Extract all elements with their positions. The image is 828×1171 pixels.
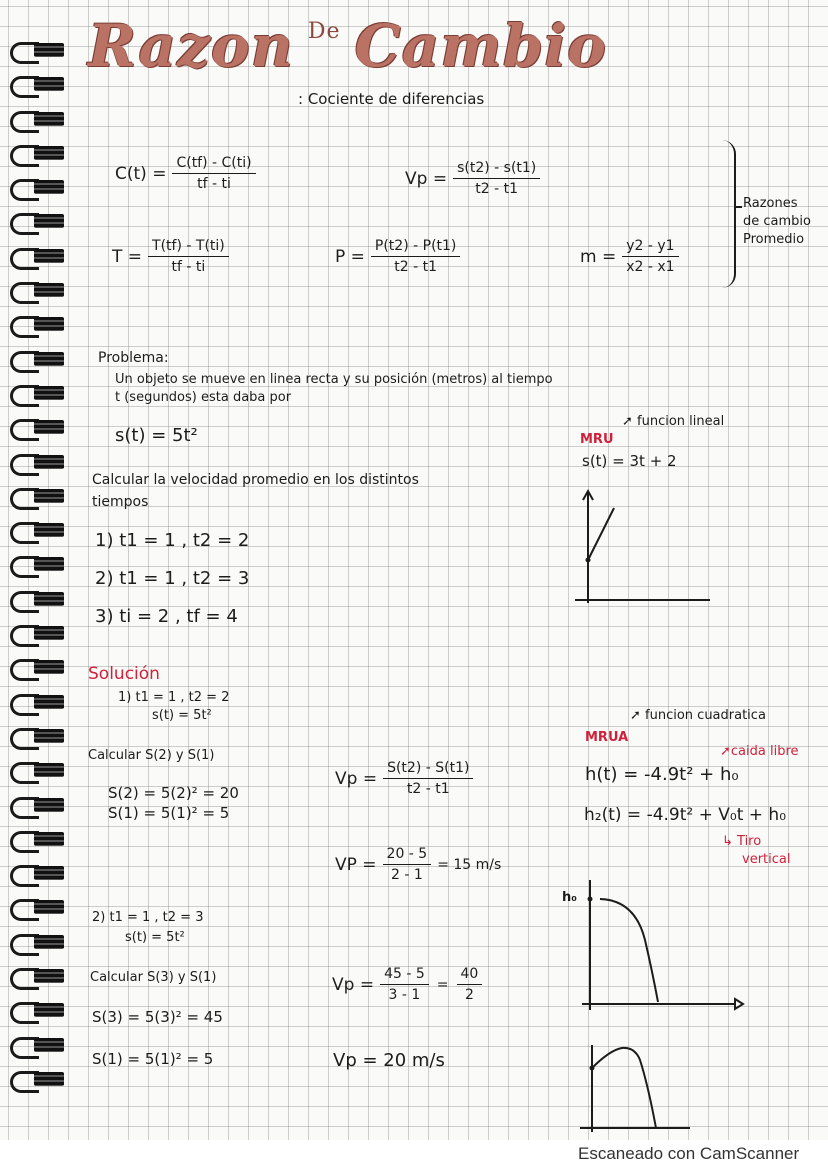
spiral-ring — [8, 863, 66, 885]
brace-label-3: Promedio — [743, 232, 805, 247]
spiral-ring — [8, 109, 66, 131]
solution-1-vp-formula: Vp = $\frac{S(t2) - S(t1)}{t2 - t1}$ — [335, 760, 473, 797]
spiral-ring — [8, 177, 66, 199]
spiral-ring — [8, 795, 66, 817]
formula-t: T = $\frac{T(tf) - T(ti)}{tf - ti}$ — [112, 238, 229, 275]
formula-m: m = $\frac{y2 - y1}{x2 - x1}$ — [580, 238, 679, 275]
formula-vp: Vp = $\frac{s(t2) - s(t1)}{t2 - t1}$ — [405, 160, 540, 197]
arrow-up-right-icon: ➚ — [720, 744, 731, 759]
solution-heading: Solución — [88, 664, 160, 684]
mrua-arrow-label: ➚ funcion cuadratica — [630, 708, 766, 723]
formula-c: C(t) = $\frac{C(tf) - C(ti)}{tf - ti}$ — [115, 155, 256, 192]
arrow-right-icon: ➚ — [622, 414, 638, 429]
solution-1-vp-result: VP = $\frac{20 - 5}{2 - 1}$ = 15 m/s — [335, 846, 502, 883]
free-fall-equation: h(t) = -4.9t² + h₀ — [585, 764, 739, 785]
h0-label: h₀ — [562, 890, 577, 905]
spiral-ring — [8, 417, 66, 439]
spiral-ring — [8, 520, 66, 542]
solution-2-calc: Calcular S(3) y S(1) — [90, 970, 217, 985]
solution-2-given: 2) t1 = 1 , t2 = 3 — [92, 910, 204, 925]
solution-2-function: s(t) = 5t² — [125, 930, 185, 945]
title-word-de: De — [307, 19, 341, 44]
spiral-ring — [8, 246, 66, 268]
spiral-ring — [8, 74, 66, 96]
linear-graph — [570, 488, 720, 613]
brace-label-2: de cambio — [743, 214, 811, 229]
solution-2-vp-result: Vp = 20 m/s — [333, 1050, 445, 1071]
solution-1-s2: S(2) = 5(2)² = 20 — [108, 784, 239, 802]
solution-1-s1: S(1) = 5(1)² = 5 — [108, 804, 230, 822]
spiral-ring — [8, 623, 66, 645]
problem-equation: s(t) = 5t² — [115, 425, 198, 446]
spiral-ring — [8, 211, 66, 233]
title-word-razon: Razon — [88, 12, 294, 80]
spiral-ring — [8, 349, 66, 371]
problem-text-1: Un objeto se mueve en linea recta y su posición (metros) al tiempo — [115, 372, 553, 387]
brace-label-1: Razones — [743, 196, 798, 211]
curly-brace — [718, 140, 736, 288]
mru-tag: MRU — [580, 432, 614, 447]
spiral-ring — [8, 314, 66, 336]
mru-equation: s(t) = 3t + 2 — [582, 452, 677, 470]
spiral-ring — [8, 452, 66, 474]
spiral-ring — [8, 1069, 66, 1091]
mru-arrow-label: ➚ funcion lineal — [622, 414, 725, 429]
spiral-ring — [8, 280, 66, 302]
solution-2-s1: S(1) = 5(1)² = 5 — [92, 1050, 214, 1068]
quadratic-graphs — [580, 880, 750, 1140]
task-text-2: tiempos — [92, 494, 149, 510]
mrua-tag: MRUA — [585, 730, 629, 745]
spiral-ring — [8, 1000, 66, 1022]
spiral-ring — [8, 726, 66, 748]
vertical-throw-label-2: vertical — [742, 852, 791, 867]
page-title — [88, 12, 607, 80]
problem-text-2: t (segundos) esta daba por — [115, 390, 292, 405]
spiral-ring — [8, 40, 66, 62]
spiral-ring — [8, 486, 66, 508]
spiral-ring — [8, 897, 66, 919]
spiral-ring — [8, 966, 66, 988]
spiral-ring — [8, 383, 66, 405]
spiral-ring — [8, 1035, 66, 1057]
subtitle: : Cociente de diferencias — [298, 90, 485, 108]
spiral-ring — [8, 657, 66, 679]
spiral-ring — [8, 589, 66, 611]
solution-1-given: 1) t1 = 1 , t2 = 2 — [118, 690, 230, 705]
spiral-ring — [8, 692, 66, 714]
scanner-watermark — [0, 1140, 828, 1171]
problem-heading: Problema: — [98, 350, 169, 366]
title-word-cambio: Cambio — [354, 12, 607, 80]
solution-1-calc: Calcular S(2) y S(1) — [88, 748, 215, 763]
free-fall-label: ➚caida libre — [720, 744, 799, 759]
arrow-hook-icon: ↳ — [722, 834, 738, 849]
vertical-throw-label-1: ↳ Tiro — [722, 834, 762, 849]
spiral-ring — [8, 554, 66, 576]
task-text-1: Calcular la velocidad promedio en los distintos — [92, 472, 419, 488]
solution-1-function: s(t) = 5t² — [152, 708, 212, 723]
solution-2-s3: S(3) = 5(3)² = 45 — [92, 1008, 223, 1026]
spiral-ring — [8, 932, 66, 954]
case-2: 2) t1 = 1 , t2 = 3 — [95, 568, 250, 589]
spiral-ring — [8, 143, 66, 165]
spiral-ring — [8, 829, 66, 851]
case-3: 3) ti = 2 , tf = 4 — [95, 606, 238, 627]
watermark-text: Escaneado con CamScanner — [578, 1144, 800, 1163]
arrow-right-icon: ➚ — [630, 708, 646, 723]
solution-2-vp-formula: Vp = $\frac{45 - 5}{3 - 1}$ = $\frac{40}{2}$ — [332, 966, 482, 1003]
case-1: 1) t1 = 1 , t2 = 2 — [95, 530, 250, 551]
vertical-throw-equation: h₂(t) = -4.9t² + V₀t + h₀ — [584, 805, 787, 825]
spiral-binding — [8, 40, 68, 1103]
spiral-ring — [8, 760, 66, 782]
formula-p: P = $\frac{P(t2) - P(t1)}{t2 - t1}$ — [335, 238, 460, 275]
